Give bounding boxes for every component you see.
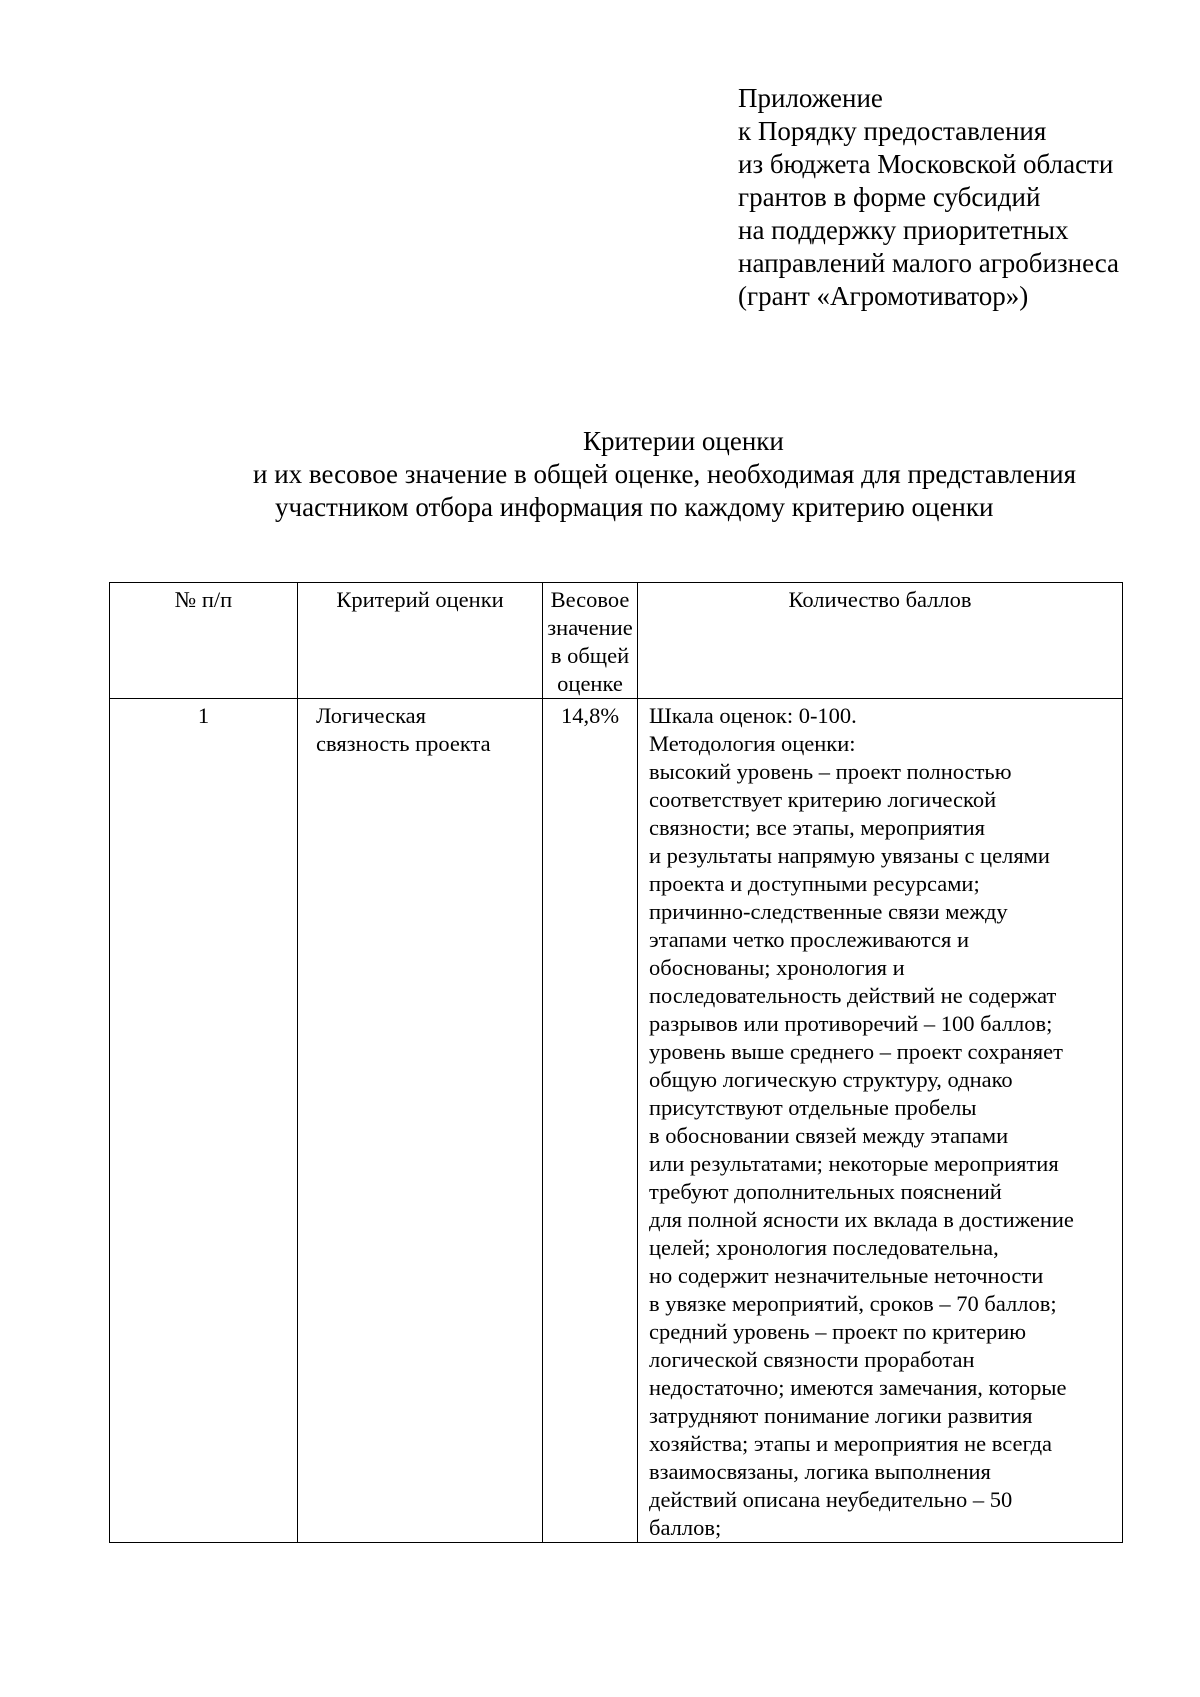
score-line: обоснованы; хронология и	[649, 955, 905, 980]
criterion-line: Логическая	[316, 703, 426, 728]
header-num	[110, 583, 298, 699]
score-line: логической связности проработан	[649, 1347, 975, 1372]
appendix-line: направлений малого агробизнеса	[738, 248, 1120, 278]
score-line: Шкала оценок: 0-100.	[649, 703, 857, 728]
score-line: причинно-следственные связи между	[649, 899, 1008, 924]
title-line-3: участником отбора информация по каждому критерию оценки	[275, 492, 994, 522]
score-line: недостаточно; имеются замечания, которые	[649, 1375, 1067, 1400]
header-scores	[638, 583, 1123, 699]
table-header-row	[110, 583, 1123, 699]
header-weight-line: Весовое	[550, 587, 630, 612]
row-criterion	[298, 699, 543, 1543]
title-line-1: Критерии оценки	[583, 426, 784, 456]
appendix-line: грантов в форме субсидий	[738, 182, 1041, 212]
score-line: в увязке мероприятий, сроков – 70 баллов;	[649, 1291, 1057, 1316]
header-weight	[543, 583, 638, 699]
score-line: проекта и доступными ресурсами;	[649, 871, 980, 896]
score-line: затрудняют понимание логики развития	[649, 1403, 1033, 1428]
score-line: требуют дополнительных пояснений	[649, 1179, 1002, 1204]
score-line: разрывов или противоречий – 100 баллов;	[649, 1011, 1053, 1036]
score-line: в обосновании связей между этапами	[649, 1123, 1009, 1148]
score-line: взаимосвязаны, логика выполнения	[649, 1459, 991, 1484]
score-line: и результаты напрямую увязаны с целями	[649, 843, 1050, 868]
header-scores-label: Количество баллов	[788, 587, 972, 612]
score-description	[638, 699, 1122, 1542]
appendix-line: Приложение	[738, 83, 883, 113]
score-line: последовательность действий не содержат	[649, 983, 1057, 1008]
score-line: Методология оценки:	[649, 731, 856, 756]
title-line-2: и их весовое значение в общей оценке, необходимая для представления	[253, 459, 1077, 489]
row-num-value: 1	[197, 703, 210, 728]
appendix-line: из бюджета Московской области	[738, 149, 1114, 179]
row-weight-value: 14,8%	[560, 703, 620, 728]
criteria-table	[109, 582, 1123, 1543]
score-line: или результатами; некоторые мероприятия	[649, 1151, 1059, 1176]
header-num-label: № п/п	[174, 587, 233, 612]
table-row	[110, 699, 1123, 1543]
score-line: высокий уровень – проект полностью	[649, 759, 1012, 784]
score-line: целей; хронология последовательна,	[649, 1235, 999, 1260]
score-line: но содержит незначительные неточности	[649, 1263, 1044, 1288]
appendix-header	[738, 82, 1119, 313]
score-line: соответствует критерию логической	[649, 787, 997, 812]
row-num	[110, 699, 298, 1543]
score-line: хозяйства; этапы и мероприятия не всегда	[649, 1431, 1053, 1456]
score-line: для полной ясности их вклада в достижение	[649, 1207, 1074, 1232]
criterion-line: связность проекта	[316, 731, 491, 756]
score-line: связности; все этапы, мероприятия	[649, 815, 985, 840]
header-weight-line: значение	[547, 615, 633, 640]
header-weight-line: оценке	[557, 671, 623, 696]
appendix-line: к Порядку предоставления	[738, 116, 1047, 146]
header-criterion	[298, 583, 543, 699]
score-line: присутствуют отдельные пробелы	[649, 1095, 977, 1120]
row-weight	[543, 699, 638, 1543]
score-line: этапами четко прослеживаются и	[649, 927, 970, 952]
score-line: уровень выше среднего – проект сохраняет	[649, 1039, 1063, 1064]
score-line: баллов;	[649, 1515, 722, 1540]
header-weight-line: в общей	[550, 643, 630, 668]
row-scores	[638, 699, 1123, 1543]
appendix-line: (грант «Агромотиватор»)	[738, 281, 1029, 311]
score-line: средний уровень – проект по критерию	[649, 1319, 1027, 1344]
appendix-line: на поддержку приоритетных	[738, 215, 1069, 245]
score-line: действий описана неубедительно – 50	[649, 1487, 1013, 1512]
score-line: общую логическую структуру, однако	[649, 1067, 1013, 1092]
header-criterion-label: Критерий оценки	[336, 587, 504, 612]
